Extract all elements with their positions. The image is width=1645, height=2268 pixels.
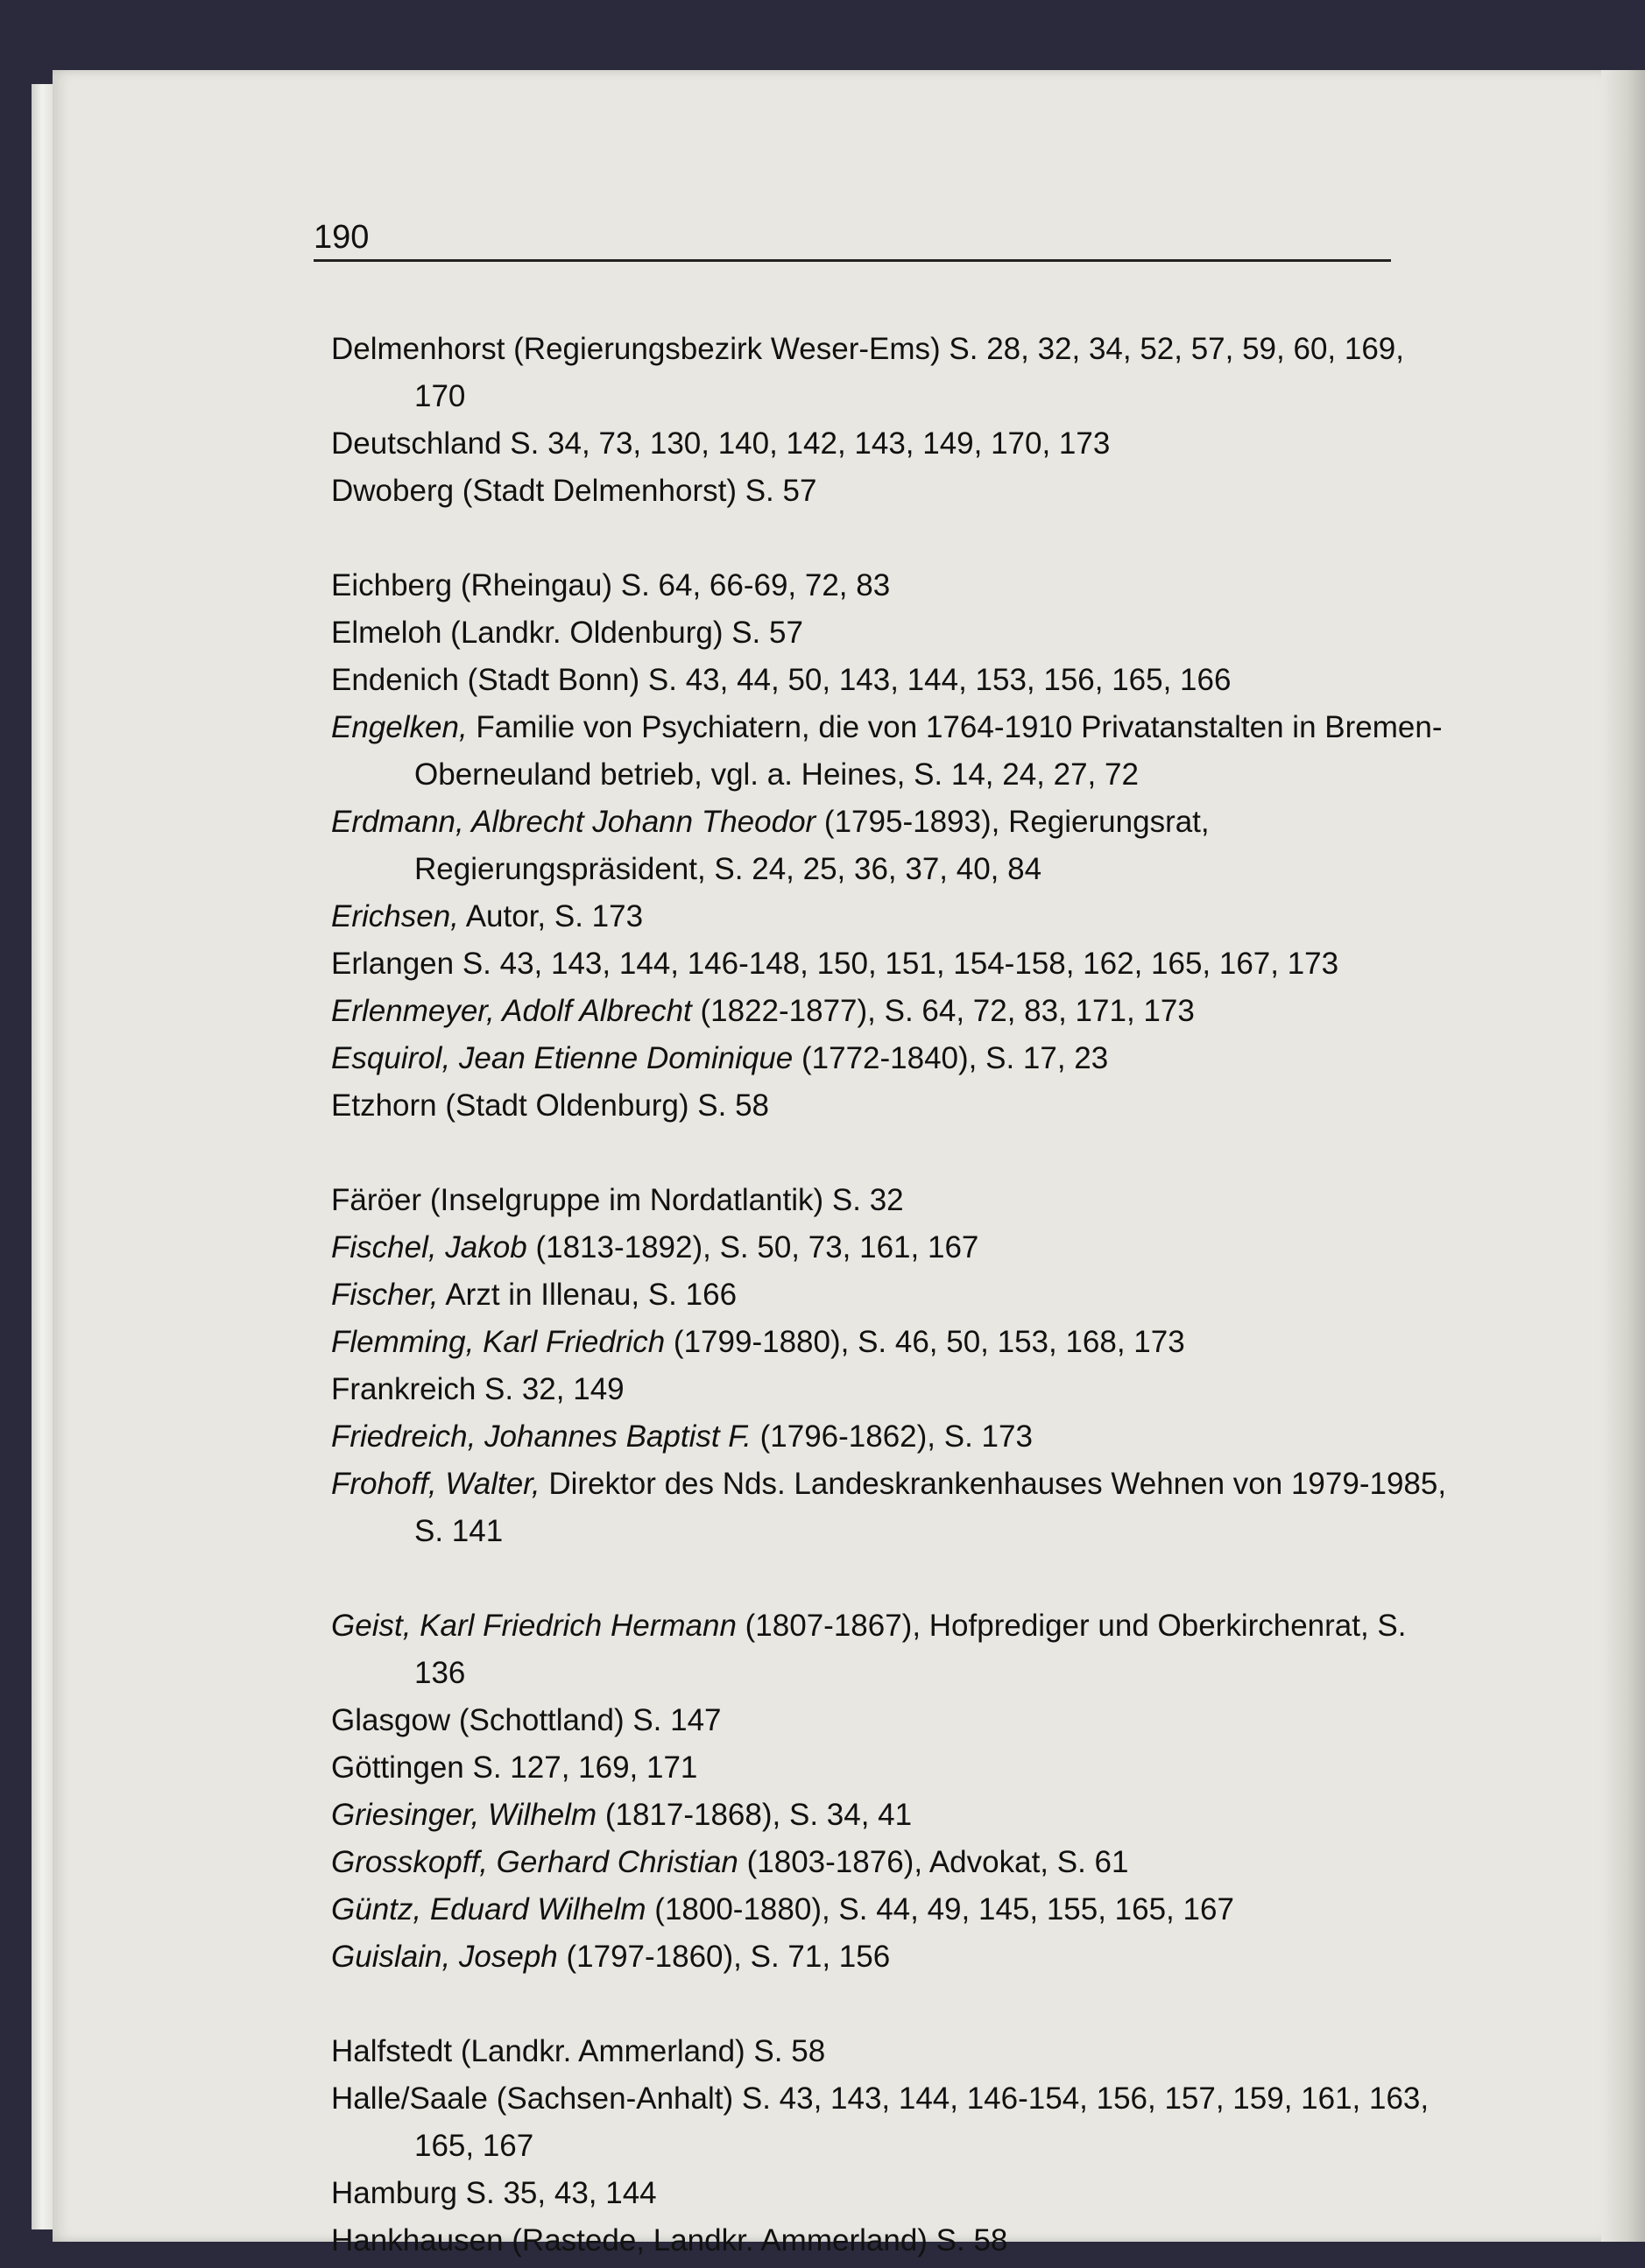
index-entry: Erlangen S. 43, 143, 144, 146-148, 150, 151, 154-158, 162, 165, 167, 173 [331,947,1339,981]
index-entry: Göttingen S. 127, 169, 171 [331,1750,698,1785]
index-entry: Deutschland S. 34, 73, 130, 140, 142, 143, 149, 170, 173 [331,426,1111,461]
index-entry: Halle/Saale (Sachsen-Anhalt) S. 43, 143, 144, 146-154, 156, 157, 159, 161, 163, 165, 167 [331,2081,1430,2163]
index-entry: Esquirol, Jean Etienne Dominique (1772-1840), S. 17, 23 [331,1041,1109,1075]
index-entry: Etzhorn (Stadt Oldenburg) S. 58 [331,1088,770,1123]
index-entry: Hankhausen (Rastede, Landkr. Ammerland) S. 58 [331,2223,1008,2257]
index-entry: Güntz, Eduard Wilhelm (1800-1880), S. 44, 49, 145, 155, 165, 167 [331,1892,1234,1926]
index-entry: Delmenhorst (Regierungsbezirk Weser-Ems) S. 28, 32, 34, 52, 57, 59, 60, 169, 170 [331,332,1404,413]
binding-shadow [1601,70,1645,2242]
page-number: 190 [314,219,370,256]
index-entry: Griesinger, Wilhelm (1817-1868), S. 34, 41 [331,1798,913,1832]
index-entry: Erdmann, Albrecht Johann Theodor (1795-1893), Regierungsrat, Regierungspräsident, S. 24, 25, 36, 37, 40, 84 [331,805,1210,886]
index-entry: Erichsen, Autor, S. 173 [331,899,644,933]
index-entry: Erlenmeyer, Adolf Albrecht (1822-1877), S. 64, 72, 83, 171, 173 [331,994,1195,1028]
index-entry: Flemming, Karl Friedrich (1799-1880), S. 46, 50, 153, 168, 173 [331,1325,1185,1359]
index-entry: Eichberg (Rheingau) S. 64, 66-69, 72, 83 [331,568,891,602]
index-entry: Elmeloh (Landkr. Oldenburg) S. 57 [331,616,803,650]
index-entry: Grosskopff, Gerhard Christian (1803-1876), Advokat, S. 61 [331,1845,1129,1879]
index-entry: Färöer (Inselgruppe im Nordatlantik) S. 32 [331,1183,904,1217]
index-entry: Endenich (Stadt Bonn) S. 43, 44, 50, 143, 144, 153, 156, 165, 166 [331,663,1232,697]
index-entry: Dwoberg (Stadt Delmenhorst) S. 57 [331,474,817,508]
index-entry: Frohoff, Walter, Direktor des Nds. Landeskrankenhauses Wehnen von 1979-1985, S. 141 [331,1467,1447,1548]
index-entry: Glasgow (Schottland) S. 147 [331,1703,722,1737]
index-entry: Engelken, Familie von Psychiatern, die von 1764-1910 Privatanstalten in Bremen-Oberneuland betrieb, vgl. a. Heines, S. 14, 24, 27, 72 [331,710,1443,792]
index-entry: Hamburg S. 35, 43, 144 [331,2176,657,2210]
index-entry: Fischer, Arzt in Illenau, S. 166 [331,1278,738,1312]
index-entry: Guislain, Joseph (1797-1860), S. 71, 156 [331,1940,891,1974]
index-entry: Fischel, Jakob (1813-1892), S. 50, 73, 161, 167 [331,1230,979,1264]
index-entry: Friedreich, Johannes Baptist F. (1796-1862), S. 173 [331,1419,1033,1454]
index-entry: Halfstedt (Landkr. Ammerland) S. 58 [331,2034,826,2068]
index-entries [331,326,1461,2264]
header-rule [314,259,1391,262]
index-entry: Geist, Karl Friedrich Hermann (1807-1867), Hofprediger und Oberkirchenrat, S. 136 [331,1609,1407,1690]
index-entry: Frankreich S. 32, 149 [331,1372,625,1406]
